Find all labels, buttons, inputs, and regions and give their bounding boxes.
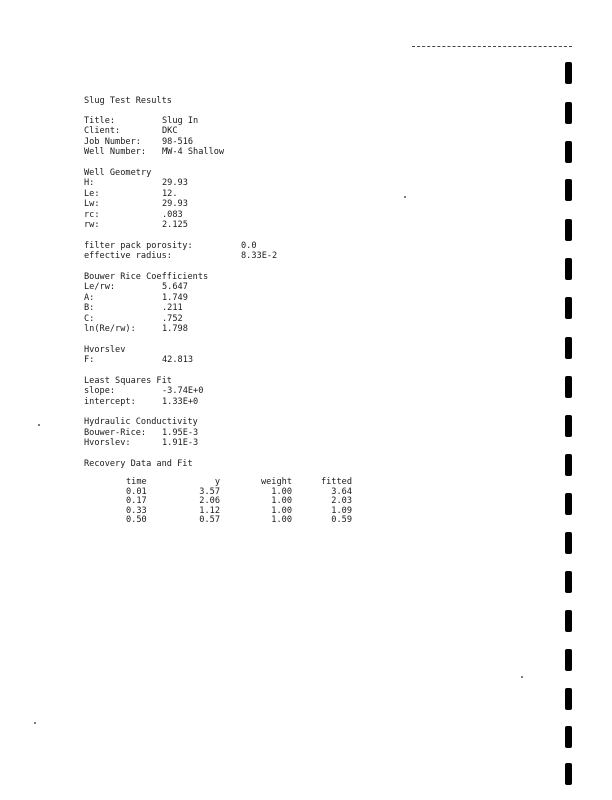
field-label: Job Number: bbox=[84, 136, 141, 147]
binder-hole bbox=[565, 532, 572, 554]
top-rule bbox=[412, 46, 572, 47]
scan-speck bbox=[34, 722, 36, 724]
field-value: 1.91E-3 bbox=[162, 438, 199, 448]
field-value: MW-4 Shallow bbox=[162, 147, 225, 157]
header-section bbox=[84, 116, 524, 158]
geometry-row bbox=[84, 220, 524, 231]
table-cell: 1.00 bbox=[271, 515, 292, 525]
table-header bbox=[126, 477, 524, 487]
coefficient-row bbox=[84, 293, 524, 304]
field-value: Slug In bbox=[162, 115, 199, 126]
fit-row bbox=[84, 397, 524, 408]
report-title: Slug Test Results bbox=[84, 96, 172, 106]
field-label: slope: bbox=[84, 386, 116, 396]
field-value: 2.125 bbox=[162, 220, 188, 230]
field-label: rw: bbox=[84, 220, 100, 230]
field-label: F: bbox=[84, 355, 95, 365]
coefficient-row bbox=[84, 303, 524, 314]
filter-pack-section bbox=[84, 241, 524, 262]
geometry-row bbox=[84, 189, 524, 200]
table-cell: 0.01 bbox=[126, 486, 147, 497]
table-cell: 1.09 bbox=[331, 505, 352, 516]
field-label: Le: bbox=[84, 188, 100, 199]
hvorslev-section bbox=[84, 345, 524, 366]
hvorslev-row bbox=[84, 355, 524, 366]
binder-hole bbox=[565, 649, 572, 671]
table-cell: 0.17 bbox=[126, 496, 147, 506]
column-header: weight bbox=[260, 477, 292, 487]
field-label: Well Number: bbox=[84, 147, 147, 157]
field-label: filter pack porosity: bbox=[84, 240, 193, 251]
column-header: fitted bbox=[320, 477, 352, 487]
filter-row bbox=[84, 251, 524, 262]
field-value: DKC bbox=[162, 126, 178, 136]
binder-hole bbox=[565, 62, 572, 84]
field-label: intercept: bbox=[84, 396, 136, 407]
field-value: 12. bbox=[162, 188, 178, 199]
field-label: effective radius: bbox=[84, 251, 172, 261]
field-label: A: bbox=[84, 292, 95, 303]
field-label: Le/rw: bbox=[84, 282, 116, 292]
column-header: y bbox=[214, 477, 220, 487]
fit-row bbox=[84, 386, 524, 397]
field-value: 98-516 bbox=[162, 136, 194, 147]
coefficient-row bbox=[84, 314, 524, 325]
table-row bbox=[126, 496, 524, 506]
coefficient-row bbox=[84, 324, 524, 335]
field-value: 29.93 bbox=[162, 199, 188, 209]
table-cell: 1.00 bbox=[271, 496, 292, 506]
binder-hole bbox=[565, 219, 572, 241]
hydraulic-conductivity-section bbox=[84, 417, 524, 449]
field-label: Client: bbox=[84, 126, 121, 136]
coefficient-row bbox=[84, 282, 524, 293]
binder-holes bbox=[563, 60, 575, 790]
field-label: H: bbox=[84, 178, 95, 188]
slug-test-report bbox=[84, 96, 524, 535]
field-value: 29.93 bbox=[162, 178, 188, 188]
table-cell: 1.00 bbox=[271, 486, 292, 497]
least-squares-section bbox=[84, 376, 524, 408]
conductivity-row bbox=[84, 438, 524, 449]
field-value: 1.798 bbox=[162, 324, 188, 334]
binder-hole bbox=[565, 763, 572, 785]
binder-hole bbox=[565, 610, 572, 632]
recovery-section bbox=[84, 459, 524, 525]
table-cell: 0.50 bbox=[126, 515, 147, 525]
table-cell: 1.00 bbox=[271, 505, 292, 516]
field-value: .211 bbox=[162, 303, 183, 313]
binder-hole bbox=[565, 376, 572, 398]
binder-hole bbox=[565, 297, 572, 319]
binder-hole bbox=[565, 415, 572, 437]
header-row bbox=[84, 126, 524, 137]
binder-hole bbox=[565, 179, 572, 201]
binder-hole bbox=[565, 454, 572, 476]
field-label: Lw: bbox=[84, 199, 100, 209]
binder-hole bbox=[565, 726, 572, 748]
table-cell: 3.57 bbox=[199, 486, 220, 497]
table-cell: 2.06 bbox=[199, 496, 220, 506]
field-value: 1.749 bbox=[162, 292, 188, 303]
field-label: Bouwer-Rice: bbox=[84, 427, 147, 438]
filter-row bbox=[84, 241, 524, 252]
binder-hole bbox=[565, 141, 572, 163]
binder-hole bbox=[565, 571, 572, 593]
table-cell: 0.33 bbox=[126, 505, 147, 516]
scan-speck bbox=[38, 424, 40, 426]
field-value: 1.33E+0 bbox=[162, 396, 199, 407]
recovery-table bbox=[126, 477, 524, 525]
table-cell: 0.57 bbox=[199, 515, 220, 525]
scan-speck bbox=[521, 676, 523, 678]
field-value: 5.647 bbox=[162, 282, 188, 292]
header-row bbox=[84, 147, 524, 158]
binder-hole bbox=[565, 688, 572, 710]
field-label: B: bbox=[84, 303, 95, 313]
geometry-row bbox=[84, 178, 524, 189]
field-value: 8.33E-2 bbox=[241, 251, 278, 261]
well-geometry-section bbox=[84, 168, 524, 231]
table-cell: 1.12 bbox=[199, 505, 220, 516]
table-row bbox=[126, 487, 524, 497]
binder-hole bbox=[565, 493, 572, 515]
geometry-row bbox=[84, 199, 524, 210]
conductivity-row bbox=[84, 428, 524, 439]
table-cell: 3.64 bbox=[331, 486, 352, 497]
section-heading: Well Geometry bbox=[84, 167, 152, 178]
table-cell: 2.03 bbox=[331, 496, 352, 506]
section-heading: Hydraulic Conductivity bbox=[84, 417, 198, 427]
section-heading: Recovery Data and Fit bbox=[84, 458, 193, 469]
field-label: Title: bbox=[84, 115, 116, 126]
field-value: -3.74E+0 bbox=[162, 386, 204, 396]
field-value: .083 bbox=[162, 209, 183, 220]
header-row bbox=[84, 116, 524, 127]
field-value: .752 bbox=[162, 313, 183, 324]
bouwer-rice-section bbox=[84, 272, 524, 335]
geometry-row bbox=[84, 210, 524, 221]
table-row bbox=[126, 515, 524, 525]
section-heading: Least Squares Fit bbox=[84, 375, 172, 386]
header-row bbox=[84, 137, 524, 148]
field-label: Hvorslev: bbox=[84, 438, 131, 448]
field-value: 0.0 bbox=[241, 240, 257, 251]
section-heading: Bouwer Rice Coefficients bbox=[84, 271, 209, 282]
field-label: rc: bbox=[84, 209, 100, 220]
binder-hole bbox=[565, 258, 572, 280]
column-header: time bbox=[126, 477, 147, 487]
table-row bbox=[126, 506, 524, 516]
field-label: ln(Re/rw): bbox=[84, 324, 136, 334]
binder-hole bbox=[565, 102, 572, 124]
section-heading: Hvorslev bbox=[84, 344, 126, 355]
field-value: 42.813 bbox=[162, 355, 194, 365]
binder-hole bbox=[565, 337, 572, 359]
field-label: C: bbox=[84, 313, 95, 324]
field-value: 1.95E-3 bbox=[162, 427, 199, 438]
table-cell: 0.59 bbox=[331, 515, 352, 525]
